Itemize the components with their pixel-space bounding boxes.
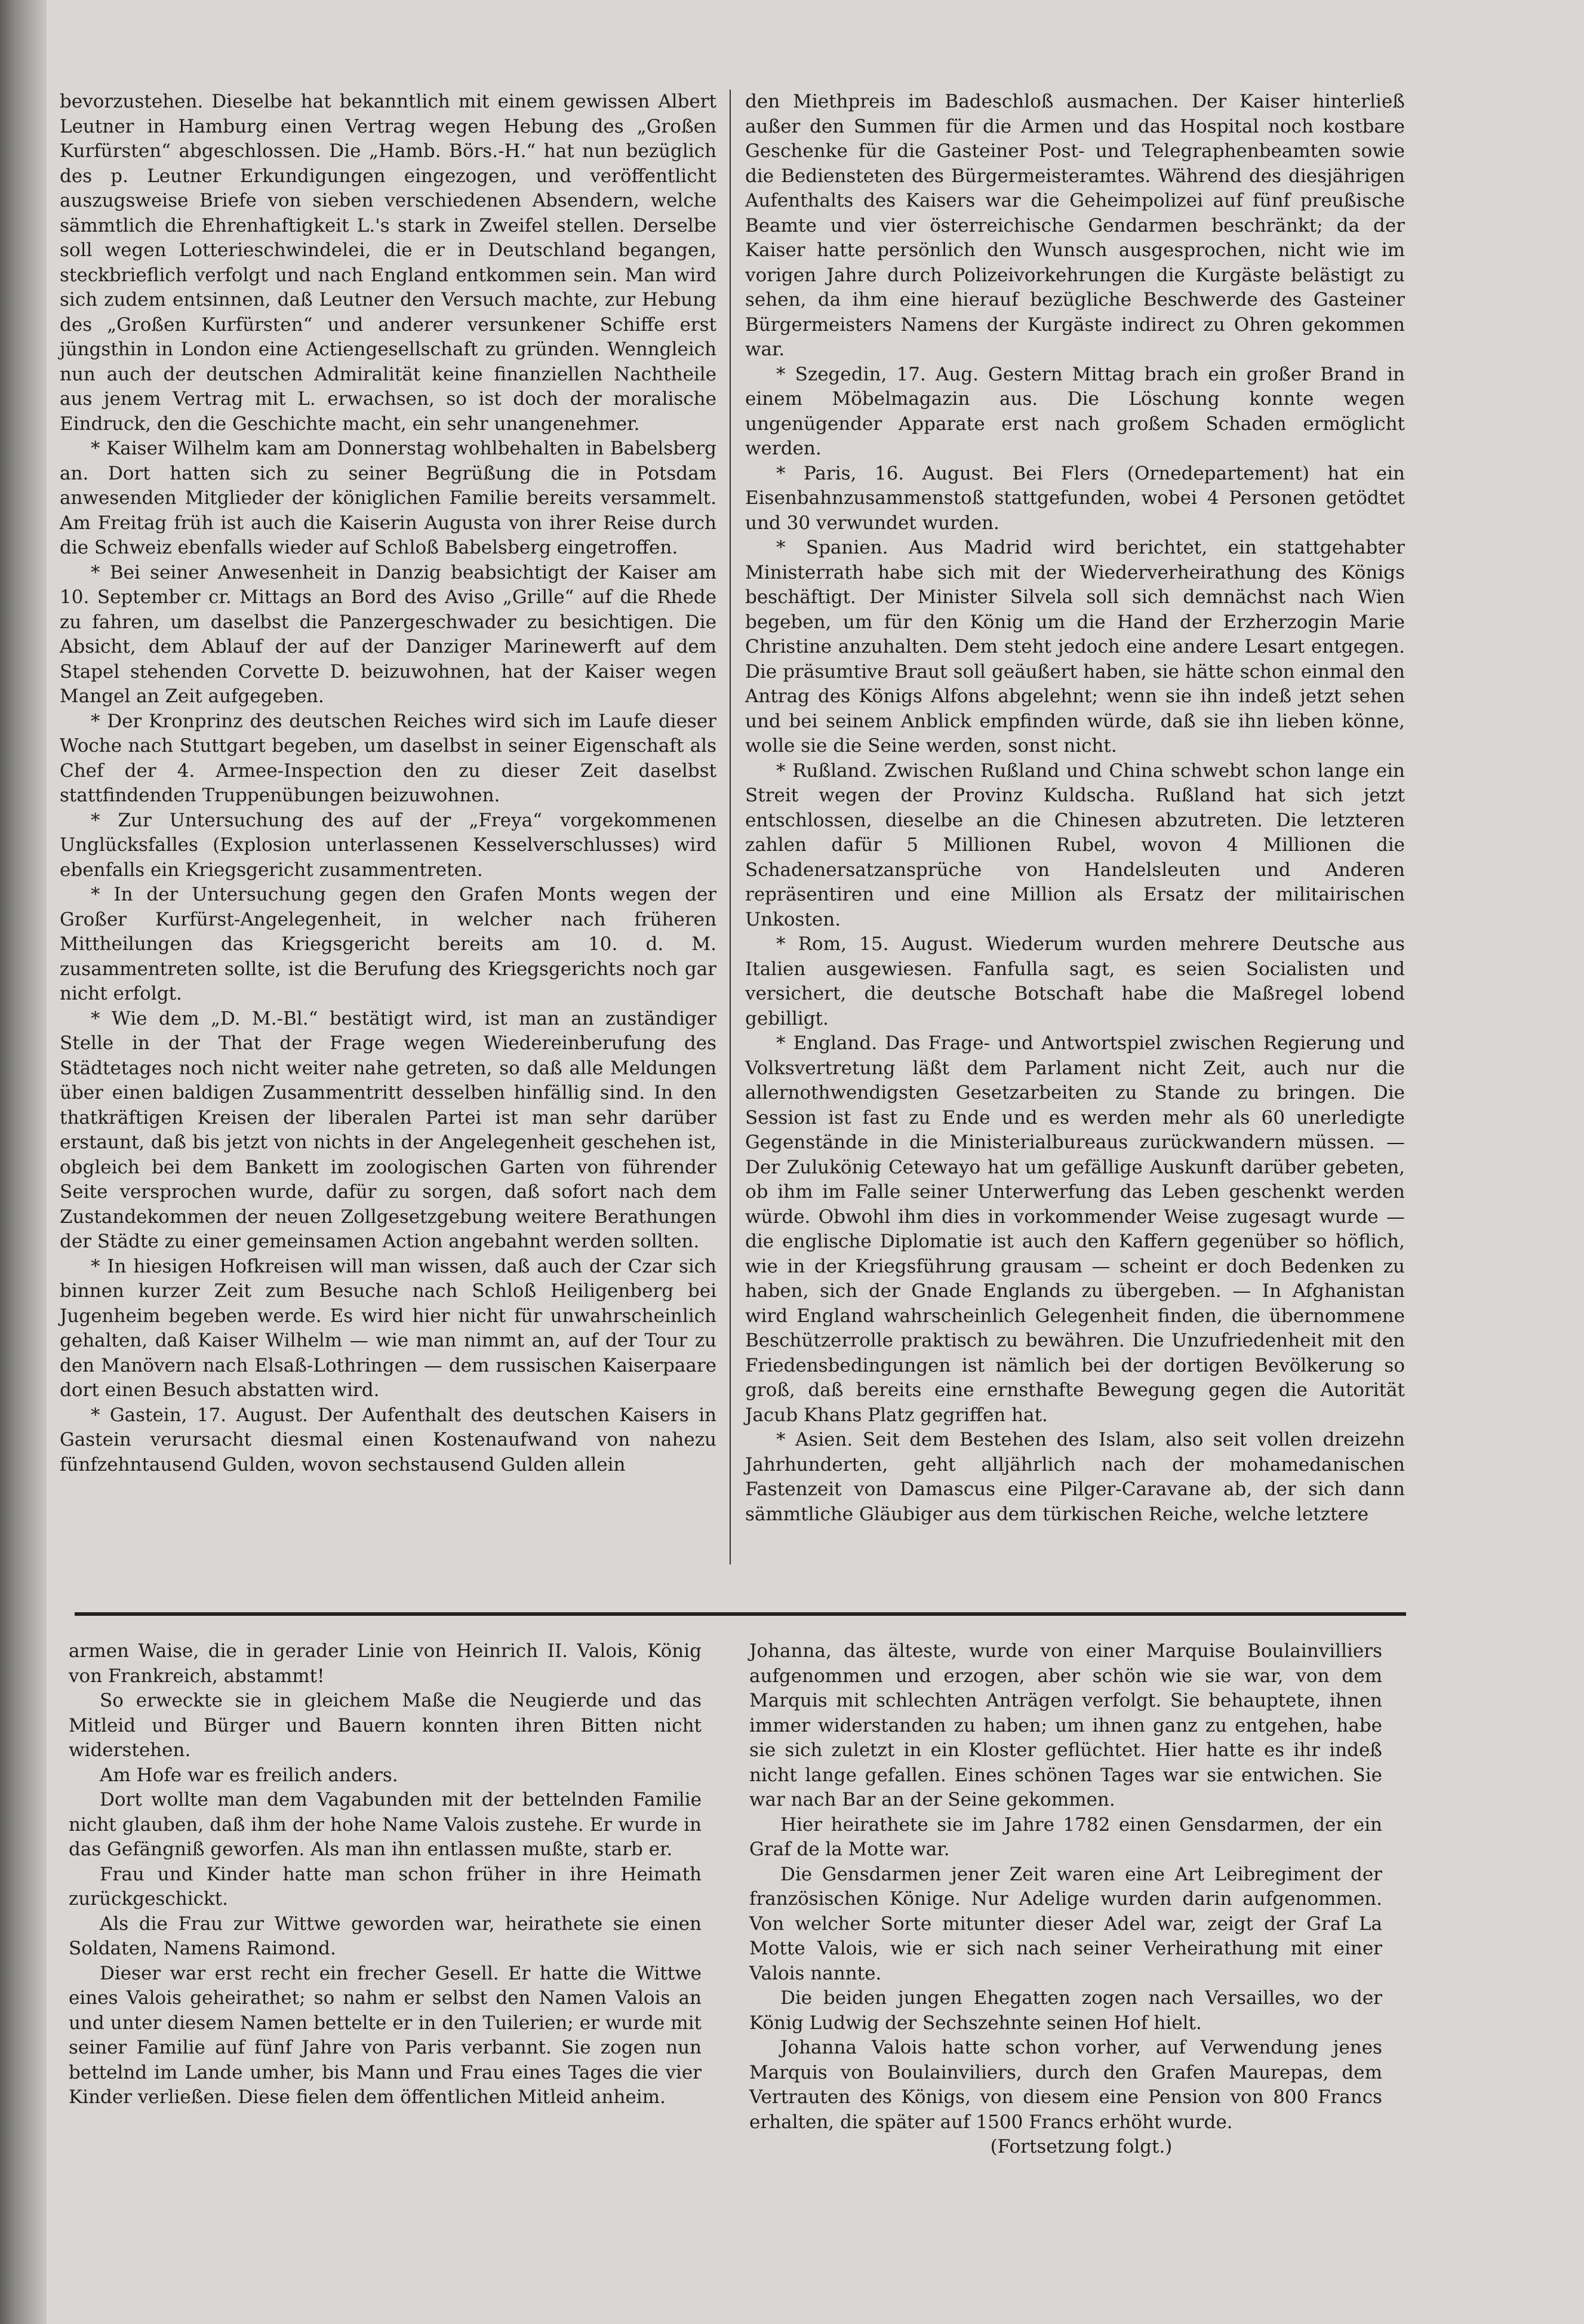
news-paragraph: * Der Kronprinz des deutschen Reiches wird sich im Laufe dieser Woche nach Stuttgart begeben, um daselbst in seiner Eigenschaft als Chef der 4. Armee-Inspection den zu dieser Zeit daselbst stattfindenden Truppenübungen beizuwohnen. (60, 710, 716, 806)
news-paragraph: * Wie dem „D. M.-Bl.“ bestätigt wird, ist man an zuständiger Stelle in der That der Frage wegen Wiedereinberufung des Städtetages noch nicht weiter nahe getreten, so daß alle Meldungen über einen baldigen Zusammentritt desselben hinfällig sind. In den thatkräftigen Kreisen der liberalen Partei ist man sehr darüber erstaunt, daß bis jetzt von nichts in der Angelegenheit geschehen ist, obgleich bei dem Bankett im zoologischen Garten von führender Seite versprochen wurde, dafür zu sorgen, daß sofort nach dem Zustandekommen der neuen Zollgesetzgebung weitere Berathungen der Städte zu einer gemeinsamen Action angebahnt werden sollten. (60, 1007, 716, 1252)
news-paragraph: * In der Untersuchung gegen den Grafen Monts wegen der Großer Kurfürst-Angelegenheit, in welcher nach früheren Mittheilungen das Kriegsgericht bereits am 10. d. M. zusammentreten sollte, ist die Berufung des Kriegsgerichts noch gar nicht erfolgt. (60, 884, 716, 1004)
news-paragraph: * England. Das Frage- und Antwortspiel zwischen Regierung und Volksvertretung läßt dem Parlament nicht Zeit, auch nur die allernothwendigsten Gesetzarbeiten zu Stande zu bringen. Die Session ist fast zu Ende und es werden mehr als 60 unerledigte Gegenstände in die Ministerialbureaus zurückwandern müssen. — Der Zulukönig Cetewayo hat um gefällige Auskunft darüber gebeten, ob ihm im Falle seiner Unterwerfung das Leben geschenkt werden würde. Obwohl ihm dies in vorkommender Weise zugesagt wurde — die englische Diplomatie ist auch den Kaffern gegenüber so höflich, wie in der Kriegsführung grausam — scheint er doch Bedenken zu haben, sich der Gnade Englands zu übergeben. — In Afghanistan wird England wahrscheinlich Gelegenheit finden, die übernommene Beschützerrolle praktisch zu bewähren. Die Unzufriedenheit mit den Friedensbedingungen ist nämlich bei der dortigen Bevölkerung so groß, daß bereits eine ernsthafte Bewegung gegen die Autorität Jacub Khans Platz gegriffen hat. (745, 1032, 1405, 1426)
feuilleton-paragraph: Am Hofe war es freilich anders. (100, 1764, 398, 1786)
news-column-left (60, 90, 716, 1570)
feuilleton-paragraph: Hier heirathete sie im Jahre 1782 einen Gensdarmen, der ein Graf de la Motte war. (749, 1813, 1382, 1860)
column-divider (730, 90, 731, 1564)
feuilleton-column-right (749, 1639, 1382, 2206)
news-paragraph: * In hiesigen Hofkreisen will man wissen, daß auch der Czar sich binnen kurzer Zeit zum Besuche nach Schloß Heiligenberg bei Jugenheim begeben werde. Es wird hier nicht für unwahrscheinlich gehalten, daß Kaiser Wilhelm — wie man nimmt an, auf der Tour zu den Manövern nach Elsaß-Lothringen — dem russischen Kaiserpaare dort einen Besuch abstatten wird. (60, 1255, 716, 1401)
feuilleton-divider (75, 1612, 1406, 1616)
feuilleton-paragraph: Johanna Valois hatte schon vorher, auf Verwendung jenes Marquis von Boulainviliers, durch den Grafen Maurepas, dem Vertrauten des Königs, von diesem eine Pension von 800 Francs erhalten, die später auf 1500 Francs erhöht wurde. (749, 2037, 1382, 2133)
continuation-note: (Fortsetzung folgt.) (990, 2136, 1173, 2157)
news-paragraph: * Rußland. Zwischen Rußland und China schwebt schon lange ein Streit wegen der Provinz Kuldscha. Rußland hat sich jetzt entschlossen, dieselbe an die Chinesen abzutreten. Die letzteren zahlen dafür 5 Millionen Rubel, wovon 4 Millionen die Schadenersatzansprüche von Handelsleuten und Anderen repräsentiren und eine Million als Ersatz der militairischen Unkosten. (745, 760, 1405, 930)
binding-edge (0, 0, 47, 2324)
feuilleton-paragraph: Dort wollte man dem Vagabunden mit der bettelnden Familie nicht glauben, daß ihm der hohe Name Valois zustehe. Er wurde in das Gefängniß geworfen. Als man ihn entlassen mußte, starb er. (69, 1789, 702, 1860)
news-paragraph: den Miethpreis im Badeschloß ausmachen. Der Kaiser hinterließ außer den Summen für die Armen und das Hospital noch kostbare Geschenke für die Gasteiner Post- und Telegraphenbeamten sowie die Bediensteten des Bürgermeisteramtes. Während des diesjährigen Aufenthalts des Kaisers war die Geheimpolizei auf fünf preußische Beamte und vier österreichische Gendarmen beschränkt; da der Kaiser hatte persönlich den Wunsch ausgesprochen, nicht wie im vorigen Jahre durch Polizeivorkehrungen die Kurgäste belästigt zu sehen, da ihm eine hierauf bezügliche Beschwerde des Gasteiner Bürgermeisters Namens der Kurgäste indirect zu Ohren gekommen war. (745, 91, 1405, 360)
feuilleton-column-left (69, 1639, 702, 2206)
news-paragraph: * Kaiser Wilhelm kam am Donnerstag wohlbehalten in Babelsberg an. Dort hatten sich zu seiner Begrüßung die in Potsdam anwesenden Mitglieder der königlichen Familie bereits versammelt. Am Freitag früh ist auch die Kaiserin Augusta von ihrer Reise durch die Schweiz ebenfalls wieder auf Schloß Babelsberg eingetroffen. (60, 438, 716, 558)
news-column-right (745, 90, 1405, 1570)
feuilleton-paragraph: Dieser war erst recht ein frecher Gesell. Er hatte die Wittwe eines Valois geheirathet; so nahm er selbst den Namen Valois an und unter diesem Namen bettelte er in den Tuilerien; er wurde mit seiner Familie auf fünf Jahre von Paris verbannt. Sie zogen nun bettelnd im Lande umher, bis Mann und Frau eines Tages die vier Kinder verließen. Diese fielen dem öffentlichen Mitleid anheim. (69, 1962, 702, 2108)
feuilleton-paragraph: Die beiden jungen Ehegatten zogen nach Versailles, wo der König Ludwig der Sechszehnte seinen Hof hielt. (749, 1987, 1382, 2034)
feuilleton-paragraph: So erweckte sie in gleichem Maße die Neugierde und das Mitleid und Bürger und Bauern konnten ihren Bitten nicht widerstehen. (69, 1690, 702, 1761)
news-paragraph: * Gastein, 17. August. Der Aufenthalt des deutschen Kaisers in Gastein verursacht diesmal einen Kostenaufwand von nahezu fünfzehntausend Gulden, wovon sechstausend Gulden allein (60, 1404, 716, 1475)
feuilleton-paragraph: Als die Frau zur Wittwe geworden war, heirathete sie einen Soldaten, Namens Raimond. (69, 1913, 702, 1959)
feuilleton-paragraph: armen Waise, die in gerader Linie von Heinrich II. Valois, König von Frankreich, abstammt! (69, 1640, 702, 1687)
news-paragraph: * Rom, 15. August. Wiederum wurden mehrere Deutsche aus Italien ausgewiesen. Fanfulla sagt, es seien Socialisten und versichert, die deutsche Botschaft habe die Maßregel lobend gebilligt. (745, 933, 1405, 1029)
news-paragraph: * Bei seiner Anwesenheit in Danzig beabsichtigt der Kaiser am 10. September cr. Mittags an Bord des Aviso „Grille“ auf die Rhede zu fahren, um daselbst die Panzergeschwader zu besichtigen. Die Absicht, dem Ablauf der auf der Danziger Marinewerft auf dem Stapel stehenden Corvette D. beizuwohnen, hat der Kaiser wegen Mangel an Zeit aufgegeben. (60, 561, 716, 707)
news-paragraph: * Paris, 16. August. Bei Flers (Ornedepartement) hat ein Eisenbahnzusammenstoß stattgefunden, wobei 4 Personen getödtet und 30 verwundet wurden. (745, 462, 1405, 534)
news-paragraph: bevorzustehen. Dieselbe hat bekanntlich mit einem gewissen Albert Leutner in Hamburg einen Vertrag wegen Hebung des „Großen Kurfürsten“ abgeschlossen. Die „Hamb. Börs.-H.“ hat nun bezüglich des p. Leutner Erkundigungen eingezogen, und veröffentlicht auszugsweise Briefe von sieben verschiedenen Absendern, welche sämmtlich die Ehrenhaftigkeit L.'s stark in Zweifel stellen. Derselbe soll wegen Lotterieschwindelei, die er in Deutschland begangen, steckbrieflich verfolgt und nach England entkommen sein. Man wird sich zudem entsinnen, daß Leutner den Versuch machte, zur Hebung des „Großen Kurfürsten“ und anderer versunkener Schiffe erst jüngsthin in London eine Actiengesellschaft zu gründen. Wenngleich nun auch der deutschen Admiralität keine finanziellen Nachtheile aus jenem Vertrag mit L. erwachsen, so ist doch der moralische Eindruck, den die Geschichte macht, ein sehr unangenehmer. (60, 91, 716, 435)
feuilleton-paragraph: Frau und Kinder hatte man schon früher in ihre Heimath zurückgeschickt. (69, 1863, 702, 1910)
news-paragraph: * Asien. Seit dem Bestehen des Islam, also seit vollen dreizehn Jahrhunderten, geht alljährlich nach der mohamedanischen Fastenzeit von Damascus eine Pilger-Caravane ab, der sich dann sämmtliche Gläubiger aus dem türkischen Reiche, welche letztere (745, 1429, 1405, 1525)
news-paragraph: * Zur Untersuchung des auf der „Freya“ vorgekommenen Unglücksfalles (Explosion unterlassenen Kesselverschlusses) wird ebenfalls ein Kriegsgericht zusammentreten. (60, 809, 716, 881)
news-paragraph: * Spanien. Aus Madrid wird berichtet, ein stattgehabter Ministerrath habe sich mit der Wiederverheirathung des Königs beschäftigt. Der Minister Silvela soll sich demnächst nach Wien begeben, um für den König um die Hand der Erzherzogin Marie Christine anzuhalten. Dem steht jedoch eine andere Lesart entgegen. Die präsumtive Braut soll geäußert haben, sie hätte schon einmal den Antrag des Königs Alfons abgelehnt; wenn sie ihn indeß jetzt sehen und bei seinem Anblick empfinden würde, daß sie ihn lieben könne, wolle sie die Seine werden, sonst nicht. (745, 537, 1405, 757)
news-paragraph: * Szegedin, 17. Aug. Gestern Mittag brach ein großer Brand in einem Möbelmagazin aus. Die Löschung konnte wegen ungenügender Apparate erst nach großem Schaden ermöglicht werden. (745, 363, 1405, 459)
feuilleton-paragraph: Die Gensdarmen jener Zeit waren eine Art Leibregiment der französischen Könige. Nur Adelige wurden darin aufgenommen. Von welcher Sorte mitunter dieser Adel war, zeigt der Graf La Motte Valois, wie er sich nach seiner Verheirathung mit einer Valois nannte. (749, 1863, 1382, 1984)
feuilleton-paragraph: Johanna, das älteste, wurde von einer Marquise Boulainvilliers aufgenommen und erzogen, aber schön wie sie war, von dem Marquis mit schlechten Anträgen verfolgt. Sie behauptete, ihnen immer widerstanden zu haben; um ihnen ganz zu entgehen, habe sie sich zuletzt in ein Kloster geflüchtet. Hier hatte es ihr indeß nicht lange gefallen. Eines schönen Tages war sie entwichen. Sie war nach Bar an der Seine gekommen. (749, 1640, 1382, 1810)
